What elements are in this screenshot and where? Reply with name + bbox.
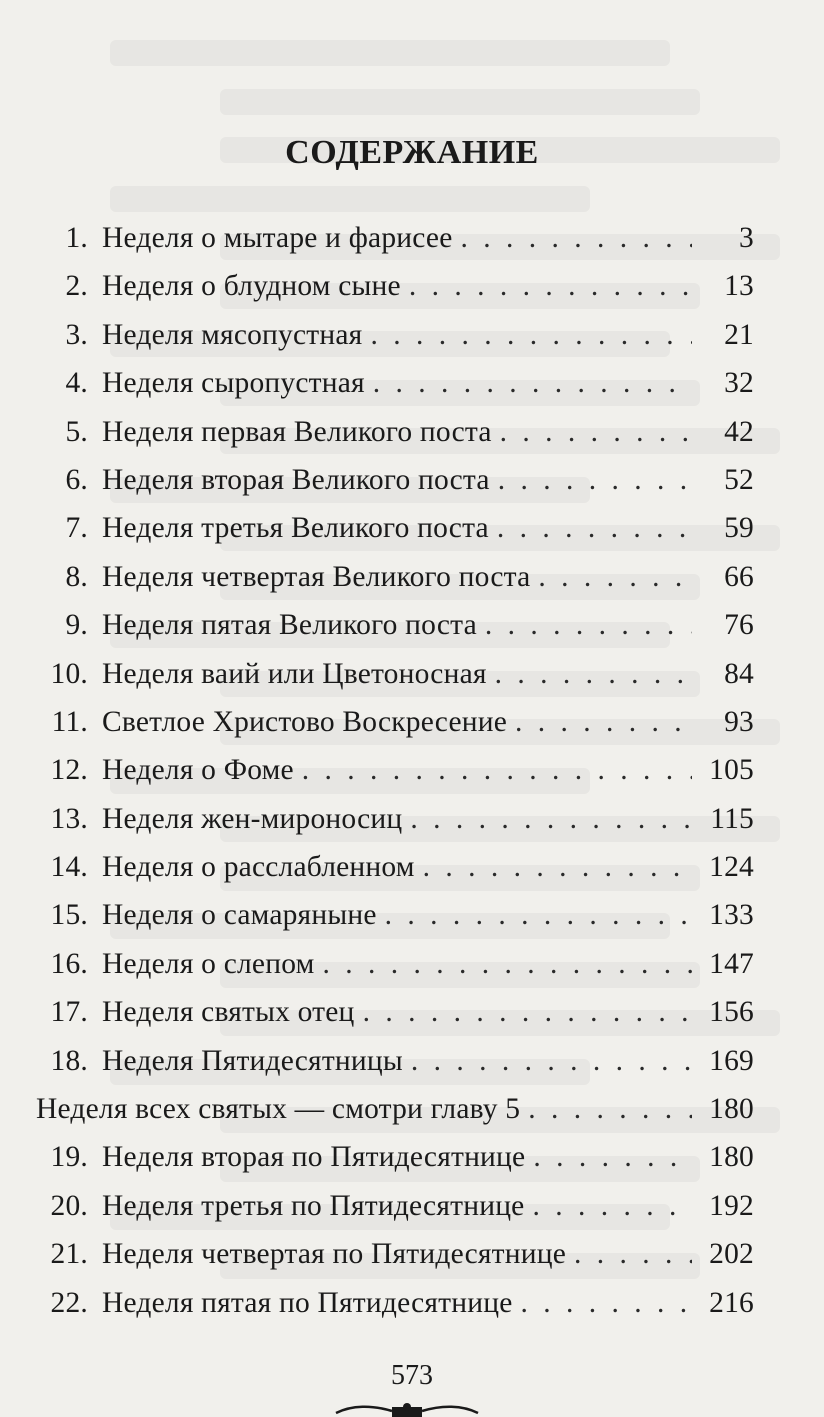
toc-entry-page: 66 [724,560,754,593]
dot-leader [302,754,692,787]
toc-entry-number: 10. [50,657,88,690]
toc-entry-page: 180 [709,1093,754,1126]
dot-leader [515,706,692,739]
dot-leader [461,222,692,255]
toc-entry-number: 22. [50,1286,88,1319]
toc-entry [36,996,754,1044]
dot-leader [409,270,692,303]
toc-entry [36,1141,754,1189]
toc-entry-title: Неделя пятая Великого поста [102,609,477,642]
toc-entry-title: Неделя о самаряныне [102,899,377,932]
dot-leader [370,319,692,352]
dot-leader [363,996,692,1029]
toc-entry [36,803,754,851]
toc-entry-title: Неделя ваий или Цветоносная [102,657,487,690]
toc-entry-number: 1. [65,222,88,254]
toc-entry-page: 105 [709,754,754,787]
toc-entry [36,706,754,754]
toc-entry-number: 9. [65,609,88,642]
toc-entry-page: 52 [724,463,754,496]
toc-entry [36,899,754,947]
toc-entry-page: 133 [709,899,754,932]
toc-entry-number: 5. [65,415,88,448]
toc-entry-title: Неделя о Фоме [102,754,294,787]
toc-entry-page: 76 [724,609,754,642]
toc-entry [36,1190,754,1238]
toc-entry-page: 147 [709,947,754,980]
table-of-contents [36,222,754,1335]
toc-entry-title: Неделя о слепом [102,947,315,980]
dot-leader [385,899,692,932]
toc-entry [36,1045,754,1093]
toc-entry-number: 12. [50,754,88,787]
toc-entry [36,319,754,367]
dot-leader [497,512,692,545]
toc-entry-title: Неделя о расслабленном [102,851,415,884]
toc-entry-title: Светлое Христово Воскресение [102,705,508,738]
page-title: СОДЕРЖАНИЕ [285,134,539,171]
toc-entry [36,270,754,318]
toc-entry [36,512,754,560]
toc-entry-title: Неделя третья по Пятидесятнице [102,1189,525,1222]
dot-leader [410,803,692,836]
toc-entry [36,754,754,802]
dot-leader [322,948,692,981]
dot-leader [495,658,692,691]
toc-entry-number: 17. [50,996,88,1029]
toc-entry-number: 16. [50,947,88,980]
toc-entry [36,1093,754,1141]
toc-entry [36,464,754,512]
dot-leader [498,464,692,497]
toc-entry-page: 21 [724,318,754,351]
toc-entry-number: 2. [65,270,88,303]
toc-entry [36,851,754,899]
toc-entry-page: 84 [724,657,754,690]
dot-leader [423,851,692,884]
toc-entry-page: 180 [709,1141,754,1174]
toc-entry-number: 4. [65,367,88,400]
toc-entry-page: 42 [724,415,754,448]
toc-entry-title: Неделя вторая по Пятидесятнице [102,1141,526,1174]
toc-entry-page: 124 [709,851,754,884]
toc-entry [36,1238,754,1286]
dot-leader [411,1045,692,1078]
dot-leader [485,609,692,642]
toc-entry-number: 8. [65,560,88,593]
toc-entry [36,609,754,657]
toc-entry-page: 3 [739,222,754,254]
toc-entry-title: Неделя Пятидесятницы [102,1044,403,1077]
bleed-through-stroke [110,40,670,66]
toc-entry-page: 192 [709,1189,754,1222]
dot-leader [533,1141,692,1174]
page-number: 573 [391,1360,433,1391]
toc-entry-title: Неделя о блудном сыне [102,270,401,303]
toc-entry-title: Неделя третья Великого поста [102,512,489,545]
toc-entry-page: 156 [709,996,754,1029]
toc-entry-title: Неделя святых отец [102,996,355,1029]
dot-leader [538,561,692,594]
toc-entry [36,561,754,609]
toc-entry-number: 21. [50,1238,88,1271]
dot-leader [532,1190,692,1223]
toc-entry-title: Неделя жен-мироносиц [102,802,403,835]
toc-entry-title: Неделя мясопустная [102,318,363,351]
toc-entry [36,416,754,464]
toc-entry-number: 6. [65,463,88,496]
toc-entry [36,948,754,996]
toc-entry-title: Неделя сыропустная [102,367,365,400]
toc-entry-title: Неделя пятая по Пятидесятнице [102,1286,513,1319]
toc-entry-page: 202 [709,1238,754,1271]
toc-entry-title: Неделя четвертая по Пятидесятнице [102,1238,567,1271]
toc-entry-number: 15. [50,899,88,932]
toc-entry-title: Неделя первая Великого поста [102,415,492,448]
toc-entry-title: Неделя о мытаре и фарисее [102,222,453,254]
toc-entry-page: 13 [724,270,754,303]
toc-entry-number: 3. [65,318,88,351]
toc-entry-number: 20. [50,1189,88,1222]
dot-leader [373,367,692,400]
dot-leader [574,1238,692,1271]
bleed-through-stroke [220,89,700,115]
toc-entry-page: 115 [710,802,754,835]
dot-leader [500,416,692,449]
toc-entry-number: 7. [65,512,88,545]
toc-entry-number: 18. [50,1044,88,1077]
toc-entry-page: 93 [724,705,754,738]
toc-entry-page: 169 [709,1044,754,1077]
toc-entry-number: 13. [50,802,88,835]
toc-entry-page: 32 [724,367,754,400]
toc-entry-number: 19. [50,1141,88,1174]
toc-entry-page: 216 [709,1286,754,1319]
toc-entry [36,367,754,415]
toc-entry [36,658,754,706]
dot-leader [528,1093,692,1126]
toc-entry-page: 59 [724,512,754,545]
toc-entry-title: Неделя четвертая Великого поста [102,560,531,593]
ornament-icon [332,1403,482,1417]
toc-entry-title: Неделя всех святых — смотри главу 5 [36,1093,521,1126]
toc-entry-number: 14. [50,851,88,884]
toc-entry [36,1287,754,1335]
bleed-through-stroke [110,186,590,212]
toc-entry [36,222,754,270]
toc-entry-number: 11. [51,705,88,738]
toc-entry-title: Неделя вторая Великого поста [102,463,490,496]
dot-leader [521,1287,692,1320]
